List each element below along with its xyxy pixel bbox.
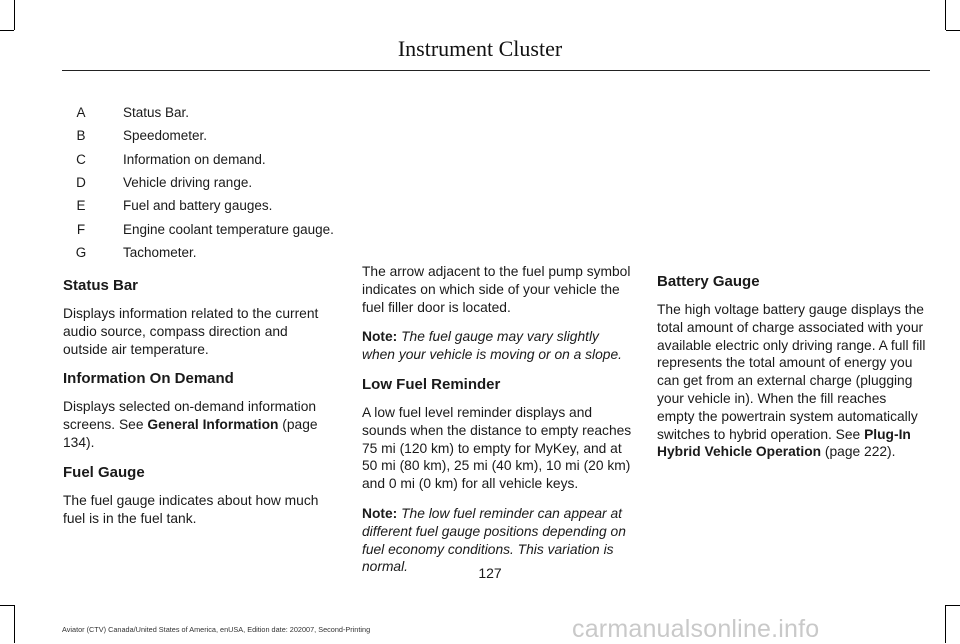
- callout-legend: [62, 101, 362, 264]
- battery-gauge-paragraph: [657, 301, 927, 461]
- legend-text: Engine coolant temperature gauge.: [123, 221, 334, 237]
- fuel-gauge-note: [362, 328, 632, 364]
- battery-text-post: (page 222).: [821, 444, 896, 460]
- note-label: Note:: [362, 505, 398, 521]
- legend-text: Status Bar.: [123, 105, 190, 121]
- legend-letter: C: [76, 151, 86, 167]
- header-divider: [62, 70, 930, 71]
- battery-gauge-heading: Battery Gauge: [657, 273, 760, 290]
- information-on-demand-heading: Information On Demand: [63, 370, 234, 388]
- fuel-arrow-paragraph: The arrow adjacent to the fuel pump symbol indicates on which side of your vehicle the fuel filler door is located.: [362, 264, 631, 315]
- status-bar-paragraph: Displays information related to the current audio source, compass direction and outside air temperature.: [63, 306, 319, 357]
- page-number: 127: [478, 565, 502, 581]
- legend-letter: D: [76, 175, 86, 191]
- fuel-gauge-paragraph: The fuel gauge indicates about how much fuel is in the fuel tank.: [63, 492, 319, 526]
- legend-letter: A: [76, 105, 86, 121]
- legend-item: [62, 241, 362, 264]
- iod-text-pre: Displays selected on-demand information screens. See: [63, 399, 317, 433]
- legend-item: [62, 171, 362, 194]
- low-fuel-reminder-paragraph: A low fuel level reminder displays and sounds when the distance to empty reaches 75 mi (120 km) to empty for MyKey, and at 50 mi (80 km), 25 mi (40 km), 10 mi (20 km) and 0 mi (0 km) for all vehicle keys.: [362, 404, 632, 492]
- legend-item: [62, 148, 362, 171]
- iod-text-post: (page 134).: [63, 417, 318, 450]
- legend-item: [62, 217, 362, 240]
- information-on-demand-paragraph: [63, 398, 333, 451]
- legend-text: Vehicle driving range.: [123, 175, 253, 191]
- low-fuel-reminder-heading: Low Fuel Reminder: [362, 375, 501, 393]
- column-right: [657, 273, 927, 473]
- legend-letter: F: [76, 221, 86, 237]
- crop-mark-top-left-h: [0, 30, 14, 31]
- legend-item: [62, 124, 362, 147]
- legend-text: Speedometer.: [123, 128, 208, 144]
- crop-mark-bottom-right-v: [945, 605, 946, 643]
- crop-mark-bottom-left-h: [0, 605, 14, 606]
- general-information-link[interactable]: General Information: [147, 417, 279, 433]
- watermark: carmanualsonline.info: [572, 615, 820, 643]
- legend-letter: E: [76, 198, 86, 214]
- note-text: The fuel gauge may vary slightly when your vehicle is moving or on a slope.: [362, 329, 622, 363]
- crop-mark-top-right-h: [946, 30, 960, 31]
- legend-item: [62, 101, 362, 124]
- note-text: The low fuel reminder can appear at different fuel gauge positions depending on fuel economy conditions. This variation is normal.: [362, 505, 626, 575]
- footer-edition-info: Aviator (CTV) Canada/United States of America, enUSA, Edition date: 202007, Second-Printing: [62, 625, 371, 634]
- note-label: Note:: [362, 329, 398, 345]
- status-bar-heading: Status Bar: [63, 277, 139, 294]
- crop-mark-bottom-right-h: [946, 605, 960, 606]
- legend-text: Tachometer.: [123, 244, 197, 260]
- page-header-title: Instrument Cluster: [397, 36, 563, 61]
- legend-text: Fuel and battery gauges.: [123, 198, 273, 214]
- legend-letter: B: [76, 128, 86, 144]
- crop-mark-top-left-v: [14, 0, 15, 30]
- legend-text: Information on demand.: [123, 151, 266, 167]
- plug-in-hybrid-link[interactable]: Plug-In Hybrid Vehicle Operation: [657, 426, 911, 460]
- legend-item: [62, 194, 362, 217]
- battery-text-pre: The high voltage battery gauge displays the total amount of charge associated with your available electric only driving range. A full fill represents the total amount of energy you can get from an external charge (plugging your vehicle in). When the fill reaches empty the powertrain system automatically switches to hybrid operation. See: [657, 302, 926, 442]
- legend-letter: G: [75, 244, 87, 260]
- crop-mark-top-right-v: [945, 0, 946, 30]
- column-middle: [362, 263, 632, 588]
- fuel-gauge-heading: Fuel Gauge: [63, 463, 145, 481]
- column-left: [63, 277, 333, 539]
- crop-mark-bottom-left-v: [14, 605, 15, 643]
